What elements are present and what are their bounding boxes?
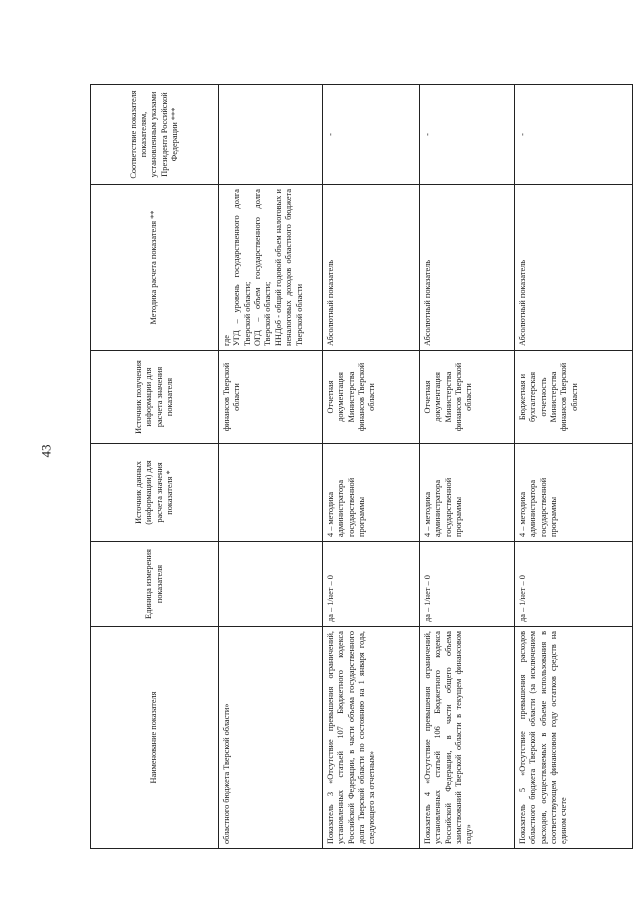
unit: да – 1/нет – 0 [420, 542, 515, 627]
header-compliance: Соответствие показателя показателям, установленным указами Президента Российской Федерации *** [91, 85, 219, 185]
indicators-table [90, 84, 633, 849]
header-indicator-name: Наименование показателя [91, 627, 219, 849]
method-line: УГД – уровень государственного долга Тверской области; [232, 189, 252, 346]
table-header-row [91, 85, 219, 849]
indicator-name: Показатель 4 «Отсутствие превышения ограничений, установленных статьей 106 Бюджетного кодекса Российской Федерации, в части общего объема заимствований Тверской области в текущем финансовом году» [420, 627, 515, 849]
indicator-name: областного бюджета Тверской области» [219, 627, 323, 849]
method-line: где [222, 335, 231, 346]
table-row [219, 85, 323, 849]
header-data-source: Источник данных (информации) для расчета значения показателя * [91, 444, 219, 542]
compliance: - [323, 85, 420, 185]
page-number: 43 [38, 444, 54, 458]
method-line: ННДоб - общий годовой объем налоговых и неналоговых доходов областного бюджета Тверской области [273, 189, 304, 346]
method-line: Абсолютный показатель [518, 259, 527, 346]
table-row [515, 85, 633, 849]
method-line: Абсолютный показатель [423, 259, 432, 346]
compliance: - [420, 85, 515, 185]
table-row [323, 85, 420, 849]
info-source: Бюджетная и бухгалтерская отчетность Министерства финансов Тверской области [515, 351, 633, 444]
method [420, 185, 515, 351]
info-source: Отчетная документация Министерства финансов Тверской области [420, 351, 515, 444]
indicator-name: Показатель 3 «Отсутствие превышения ограничений, установленных статьей 107 Бюджетного кодекса Российской Федерации, в части объема государственного долга Тверской области по состоянию на 1 января года, следующего за отчетным» [323, 627, 420, 849]
method-line: Абсолютный показатель [326, 259, 335, 346]
unit: да – 1/нет – 0 [515, 542, 633, 627]
table-row [420, 85, 515, 849]
method [515, 185, 633, 351]
indicators-table-rotated [90, 85, 632, 849]
header-method: Методика расчета показателя ** [91, 185, 219, 351]
method [323, 185, 420, 351]
compliance: - [515, 85, 633, 185]
header-unit: Единица измерения показателя [91, 542, 219, 627]
info-source: Отчетная документация Министерства финансов Тверской области [323, 351, 420, 444]
data-source: 4 – методика администратора государственной программы [420, 444, 515, 542]
data-source [219, 444, 323, 542]
unit: да – 1/нет – 0 [323, 542, 420, 627]
header-info-source: Источник получения информации для расчета значения показателя [91, 351, 219, 444]
method [219, 185, 323, 351]
data-source: 4 – методика администратора государственной программы [323, 444, 420, 542]
info-source: финансов Тверской области [219, 351, 323, 444]
data-source: 4 – методика администратора государственной программы [515, 444, 633, 542]
unit [219, 542, 323, 627]
indicator-name: Показатель 5 «Отсутствие превышения расходов областного бюджета Тверской области (за исключением расходов, осуществляемых в объеме использования в соответствующем финансовом году остатков средств на едином счете [515, 627, 633, 849]
method-line: ОГД – объем государственного долга Тверской области; [253, 189, 273, 346]
compliance [219, 85, 323, 185]
